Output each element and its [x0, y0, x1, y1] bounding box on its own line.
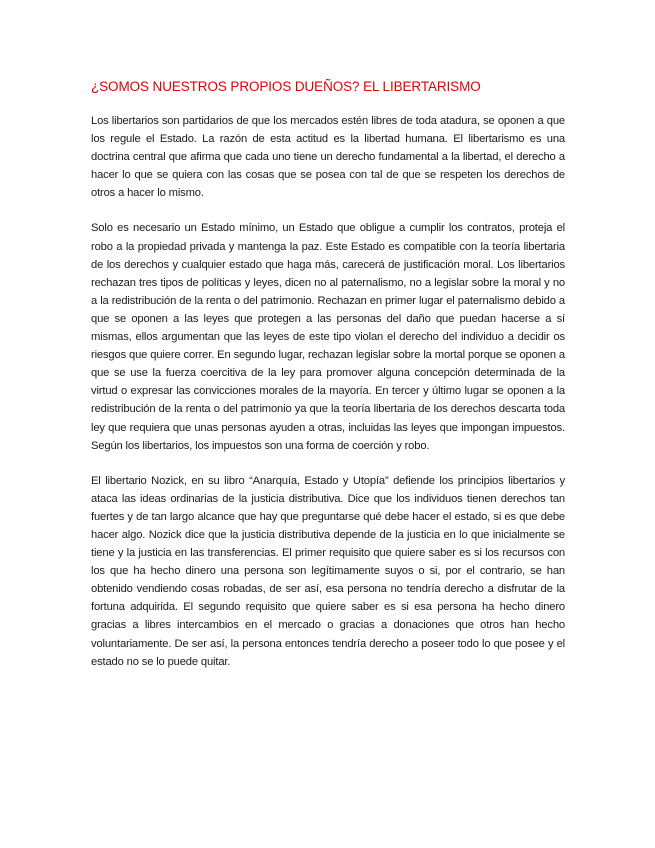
document-body [91, 78, 565, 688]
document-title: ¿SOMOS NUESTROS PROPIOS DUEÑOS? EL LIBERTARISMO [91, 79, 481, 94]
paragraph-2: Solo es necesario un Estado mínimo, un Estado que obligue a cumplir los contratos, proteja el robo a la propiedad privada y mantenga la paz. Este Estado es compatible con la teoría libertaria de los derechos y cualquier estado que haga más, carecerá de justificación moral. Los libertarios rechazan tres tipos de políticas y leyes, dicen no al paternalismo, no a legislar sobre la moral y no a la redistribución de la renta o del patrimonio. Rechazan en primer lugar el paternalismo debido a que se oponen a las leyes que protegen a las personas del daño que puedan hacerse a sí mismas, ellos argumentan que las leyes de este tipo violan el derecho del individuo a decidir os riesgos que quiere correr. En segundo lugar, rechazan legislar sobre la mortal porque se oponen a que se use la fuerza coercitiva de la ley para promover alguna concepción determinada de la virtud o expresar las convicciones morales de la mayoría. En tercer y último lugar se oponen a la redistribución de la renta o del patrimonio ya que la teoría libertaria de los derechos descarta toda ley que requiera que unas personas ayuden a otras, incluidas las leyes que impongan impuestos. Según los libertarios, los impuestos son una forma de coerción y robo. [91, 222, 565, 452]
paragraph-1: Los libertarios son partidarios de que los mercados estén libres de toda atadura, se oponen a que los regule el Estado. La razón de esta actitud es la libertad humana. El libertarismo es una doctrina central que afirma que cada uno tiene un derecho fundamental a la libertad, el derecho a hacer lo que se quiera con las cosas que se posea con tal de que se respeten los derechos de otros a hacer lo mismo. [91, 115, 565, 200]
paragraph-3: El libertario Nozick, en su libro “Anarquía, Estado y Utopía” defiende los principios libertarios y ataca las ideas ordinarias de la justicia distributiva. Dice que los individuos tienen derechos tan fuertes y de tan largo alcance que hay que preguntarse qué debe hacer el estado, si es que debe hacer algo. Nozick dice que la justicia distributiva depende de la justicia en lo que inicialmente se tiene y la justicia en las transferencias. El primer requisito que quiere saber es si los recursos con los que ha hecho dinero una persona son legítimamente suyos o si, por el contrario, se han obtenido vendiendo cosas robadas, de ser así, esa persona no tendría derecho a disfrutar de la fortuna adquirida. El segundo requisito que quiere saber es si esa persona ha hecho dinero gracias a libres intercambios en el mercado o gracias a donaciones que otros han hecho voluntariamente. De ser así, la persona entonces tendría derecho a poseer todo lo que posee y el estado no se lo puede quitar. [91, 474, 565, 668]
